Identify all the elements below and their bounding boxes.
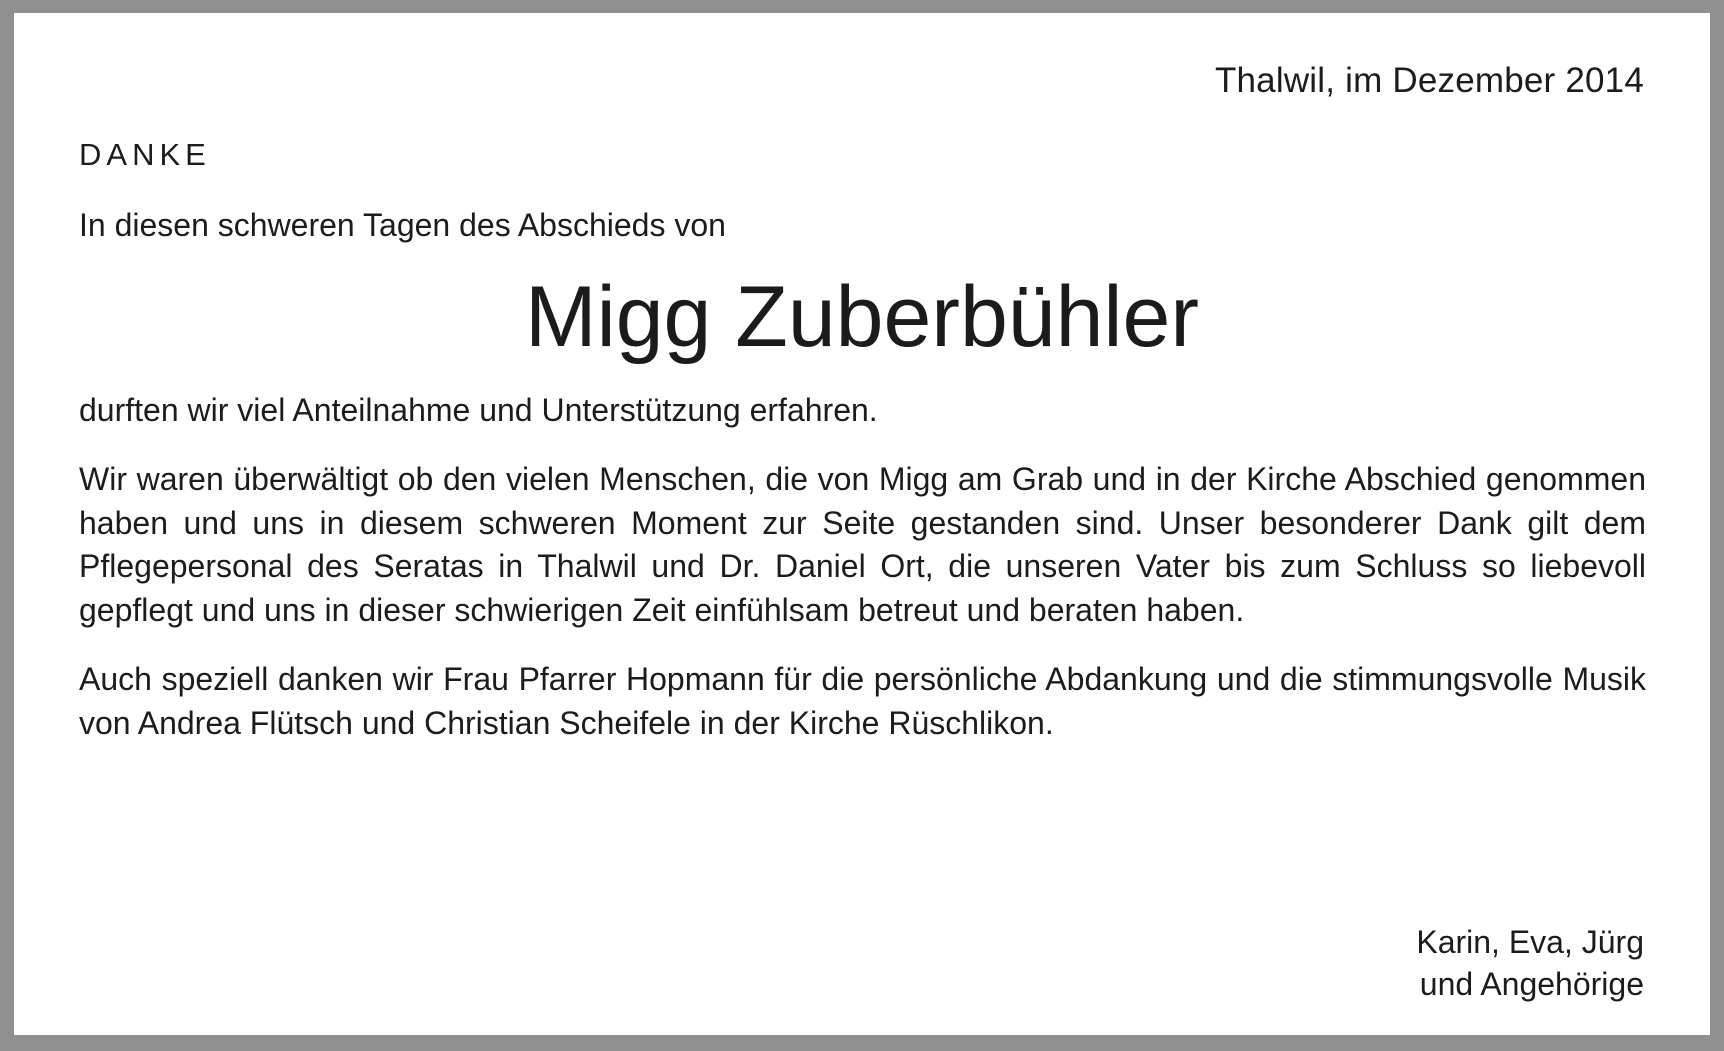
signature-names: Karin, Eva, Jürg bbox=[1416, 923, 1644, 960]
page-title: DANKE bbox=[79, 137, 211, 172]
date-line: Thalwil, im Dezember 2014 bbox=[1214, 61, 1644, 100]
after-name-text: durften wir viel Anteilnahme und Unterstützung erfahren. bbox=[79, 391, 878, 428]
signature-relatives: und Angehörige bbox=[1419, 965, 1644, 1002]
thanks-paragraph-2: Auch speziell danken wir Frau Pfarrer Hopmann für die persönliche Abdankung und die stimmungsvolle Musik von Andrea Flütsch und Christian Scheifele in der Kirche Rüschlikon. bbox=[79, 661, 1646, 741]
thanks-paragraph-1: Wir waren überwältigt ob den vielen Menschen, die von Migg am Grab und in der Kirche Abschied genommen haben und uns in diesem schweren Moment zur Seite gestanden sind. Unser besonderer Dank gilt dem Pflegepersonal des Seratas in Thalwil und Dr. Daniel Ort, die unseren Vater bis zum Schluss so liebevoll gepflegt und uns in dieser schwierigen Zeit einfühlsam betreut und beraten haben. bbox=[79, 461, 1646, 628]
intro-text: In diesen schweren Tagen des Abschieds von bbox=[79, 207, 726, 243]
deceased-name: Migg Zuberbühler bbox=[524, 269, 1200, 365]
signature-block bbox=[76, 921, 1648, 1015]
obituary-card bbox=[14, 13, 1710, 1035]
